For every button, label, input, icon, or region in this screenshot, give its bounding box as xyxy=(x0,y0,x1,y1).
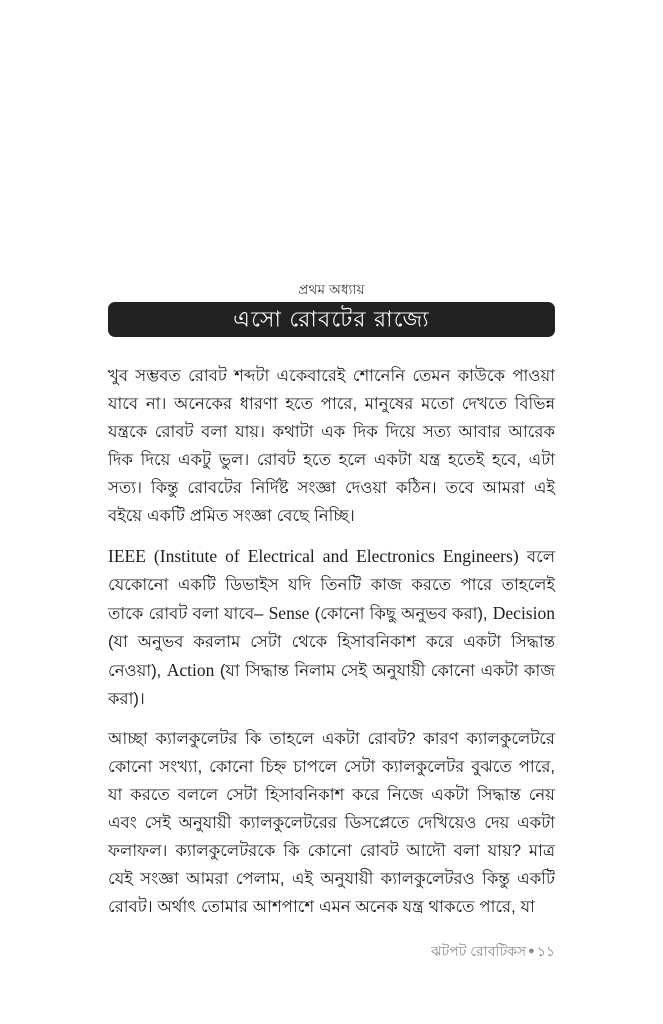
paragraph xyxy=(108,362,555,530)
body-text xyxy=(108,362,555,921)
footer-separator-dot: ● xyxy=(528,945,535,957)
text-run-en: IEEE (Institute of Electrical and Electronics Engineers) xyxy=(108,546,519,566)
page-content-column xyxy=(108,0,555,1024)
paragraph xyxy=(108,542,555,713)
text-run-bn: (যা অনুভব করলাম সেটা থেকে হিসাবনিকাশ করে একটা সিদ্ধান্ত নেওয়া), xyxy=(108,633,555,680)
text-run-bn: বলে যেকোনো একটি ডিভাইস যদি তিনটি কাজ করতে পারে তাহলেই তাকে রোবট বলা যাবে– xyxy=(108,548,556,623)
chapter-eyebrow-label: প্রথম অধ্যায় xyxy=(298,282,365,297)
text-run-en: Sense xyxy=(268,603,310,623)
text-run-bn: (কোনো কিছু অনুভব করা), xyxy=(309,605,493,623)
footer-page-number: ১১ xyxy=(536,943,555,959)
text-run-bn: আচ্ছা ক্যালকুলেটর কি তাহলে একটা রোবট? কারণ ক্যালকুলেটরে কোনো সংখ্যা, কোনো চিহ্ন চাপলে সেটা ক্যালকুলেটর বুঝতে পারে, যা করতে বললে সেটা হিসাবনিকাশ করে নিজে একটা সিদ্ধান্ত নেয় এবং সেই অনুযায়ী ক্যালকুলেটরের ডিসপ্লেতে দেখিয়েও দেয় একটা ফলাফল। ক্যালকুলেটরকে কি কোনো রোবট আদৌ বলা যায়? মাত্র যেই সংজ্ঞা আমরা পেলাম, এই অনুযায়ী ক্যালকুলেটরও কিন্তু একটি রোবট। অর্থাৎ তোমার আশপাশে এমন অনেক যন্ত্র থাকতে পারে, যা xyxy=(108,730,555,916)
chapter-title: এসো রোবটের রাজ্যে xyxy=(233,306,430,331)
text-run-bn: (যা সিদ্ধান্ত নিলাম সেই অনুযায়ী কোনো একটা কাজ করা)। xyxy=(108,662,556,708)
paragraph xyxy=(108,725,555,921)
text-run-en: Decision xyxy=(492,603,555,623)
running-footer xyxy=(108,941,555,961)
text-run-bn: খুব সম্ভবত রোবট শব্দটা একেবারেই শোনেনি তেমন কাউকে পাওয়া যাবে না। অনেকের ধারণা হতে পারে, মানুষের মতো দেখতে বিভিন্ন যন্ত্রকে রোবট বলা যায়। কথাটা এক দিক দিয়ে সত্য আবার আরেক দিক দিয়ে একটু ভুল। রোবট হতে হলে একটা যন্ত্র হতেই হবে, এটা সত্য। কিন্তু রোবটের নির্দিষ্ট সংজ্ঞা দেওয়া কঠিন। তবে আমরা এই বইয়ে একটি প্রমিত সংজ্ঞা বেছে নিচ্ছি। xyxy=(108,367,555,525)
text-run-en: Action xyxy=(166,660,215,680)
chapter-title-banner xyxy=(108,302,555,337)
footer-book-title: ঝটপট রোবটিকস xyxy=(431,943,527,959)
